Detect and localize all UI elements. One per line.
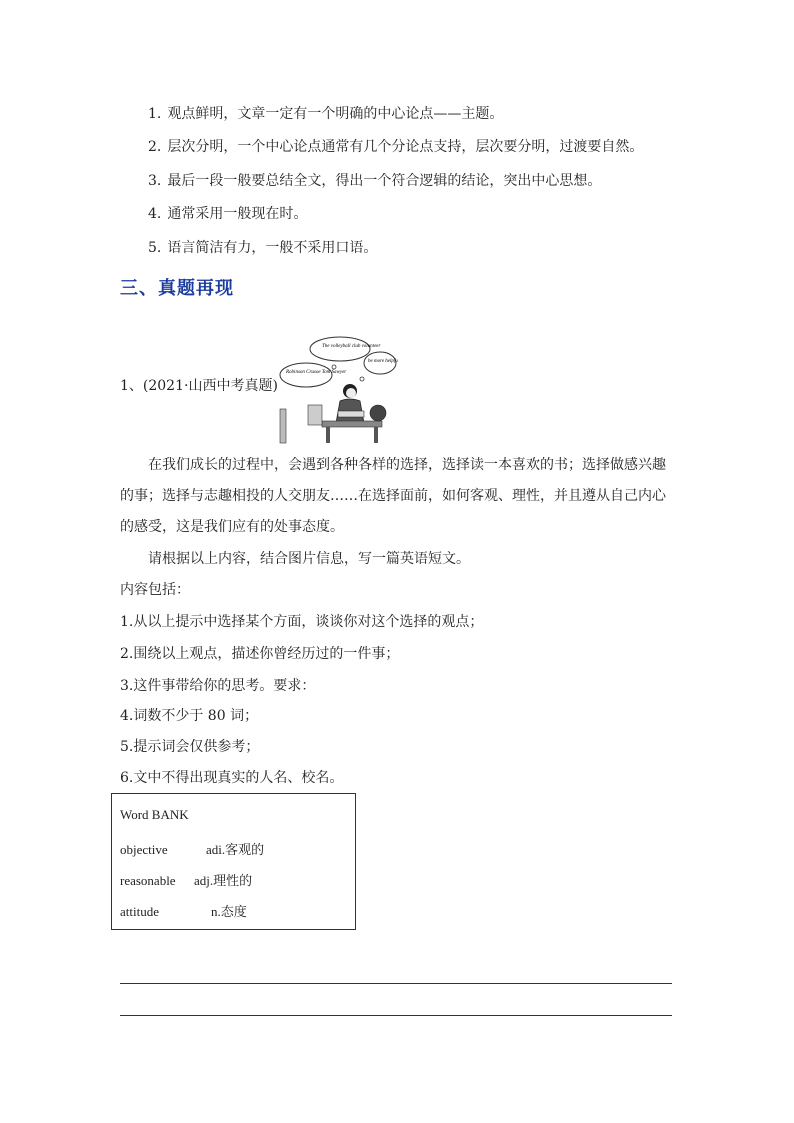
item-text: 最后一段一般要总结全文，得出一个符合逻辑的结论，突出中心思想。: [167, 173, 602, 189]
word-bank-box: [111, 793, 356, 930]
bubble-text: be more helpful: [368, 359, 398, 364]
content-item: 3.这件事带给你的思考。要求：: [120, 678, 316, 694]
word-bank-meaning: n.态度: [211, 904, 247, 919]
content-item: 4.词数不少于 80 词；: [120, 708, 259, 724]
item-number: 2.: [148, 139, 162, 155]
requirement-item: [148, 137, 643, 157]
item-text: 观点鲜明，文章一定有一个明确的中心论点——主题。: [167, 106, 504, 122]
illustration-image: [278, 335, 398, 445]
student-thinking-illustration: [278, 335, 398, 445]
content-item: 5.提示词会仅供参考；: [120, 739, 260, 755]
section-heading: 三、真题再现: [120, 278, 234, 299]
content-item: 6.文中不得出现真实的人名、校名。: [120, 770, 344, 786]
word-bank-word: attitude: [120, 904, 159, 919]
word-bank-word: reasonable: [120, 873, 176, 888]
item-number: 1.: [148, 106, 162, 122]
question-label: 1、(2021·山西中考真题): [120, 378, 278, 394]
requirement-item: [148, 104, 503, 124]
item-number: 3.: [148, 173, 162, 189]
word-bank-meaning: adj.理性的: [194, 873, 253, 888]
word-bank-entry: [120, 901, 247, 920]
answer-line[interactable]: [120, 1015, 672, 1016]
item-number: 4.: [148, 206, 162, 222]
content-item: 2.围绕以上观点，描述你曾经历过的一件事；: [120, 646, 400, 662]
item-text: 语言简洁有力，一般不采用口语。: [167, 240, 378, 256]
content-item: 1.从以上提示中选择某个方面，谈谈你对这个选择的观点；: [120, 614, 484, 630]
word-bank-meaning: adi.客观的: [206, 842, 265, 857]
word-bank-entry: [120, 839, 264, 858]
item-text: 通常采用一般现在时。: [167, 206, 308, 222]
item-number: 5.: [148, 240, 162, 256]
prompt-paragraph: 在我们成长的过程中，会遇到各种各样的选择，选择读一本喜欢的书；选择做感兴趣的事；选择与志趣相投的人交朋友……在选择面前，如何客观、理性，并且遵从自己内心的感受，这是我们应有的处事态度。: [120, 457, 666, 535]
word-bank-word: objective: [120, 842, 168, 857]
requirement-item: [148, 238, 377, 258]
word-bank-entry: [120, 870, 252, 889]
word-bank-title: Word BANK: [120, 807, 189, 822]
content-heading: 内容包括：: [120, 582, 190, 598]
answer-line[interactable]: [120, 983, 672, 984]
bubble-text: The volleyball club volunteer: [322, 344, 381, 349]
instruction-paragraph: 请根据以上内容，结合图片信息，写一篇英语短文。: [148, 551, 470, 567]
requirement-item: [148, 204, 307, 224]
requirement-item: [148, 171, 601, 191]
bubble-text: Robinson Crusoe Tom Sawyer: [286, 370, 347, 375]
item-text: 层次分明，一个中心论点通常有几个分论点支持，层次要分明，过渡要自然。: [167, 139, 644, 155]
